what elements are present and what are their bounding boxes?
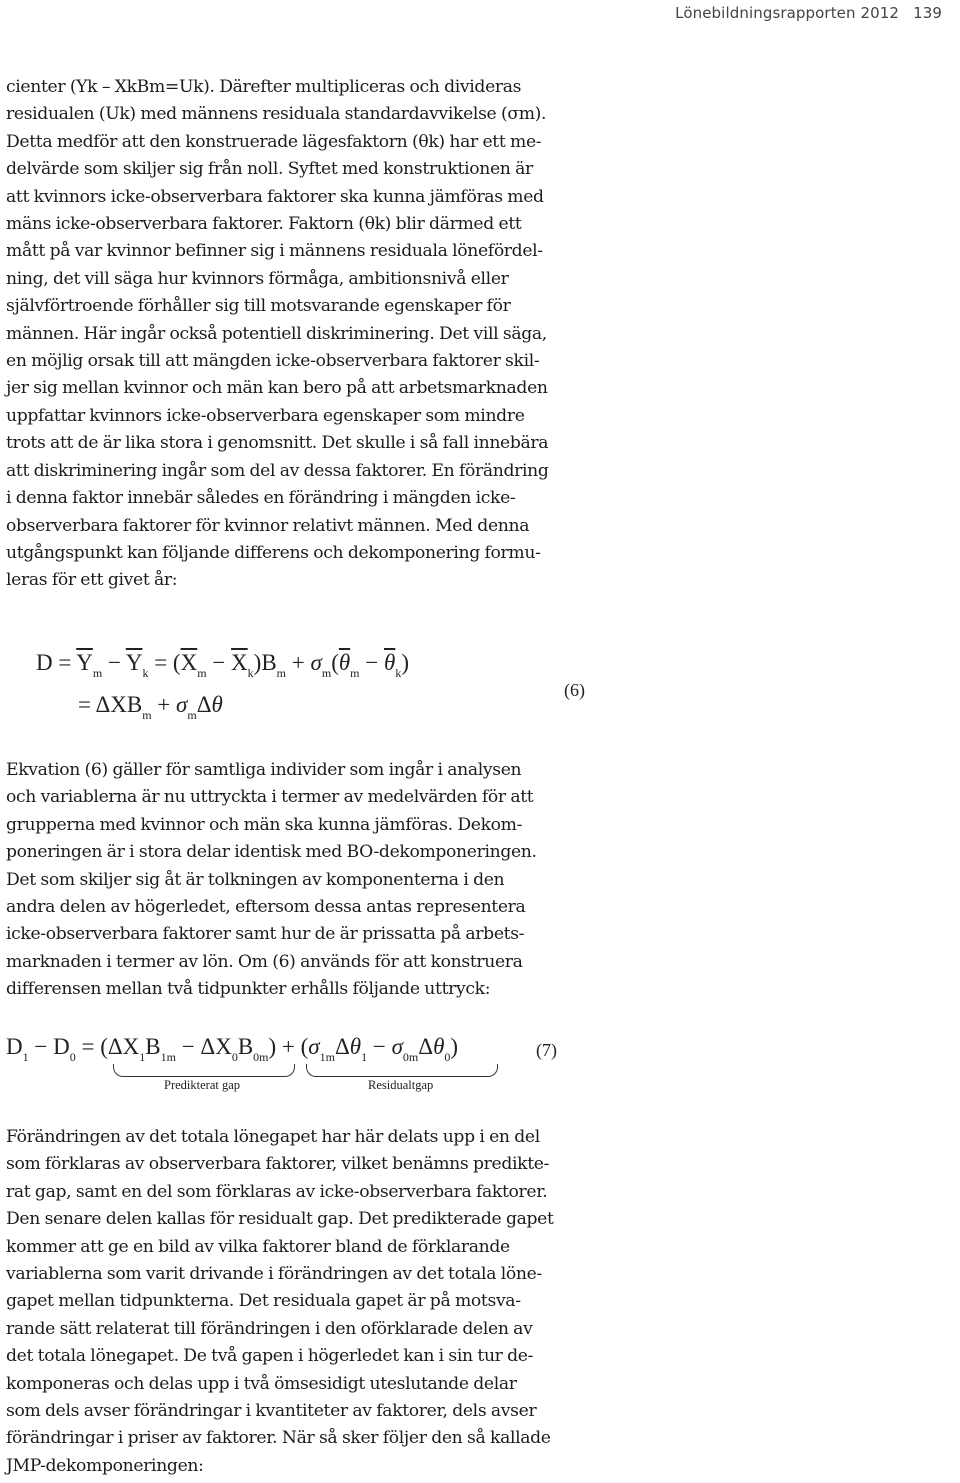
text-line: Förändringen av det totala lönegapet har här delats upp i en del (6, 1127, 540, 1147)
equation-6-line-2: = $\Delta XB_m + \sigma_m\Delta\theta$ (78, 692, 223, 722)
text-line: självförtroende förhåller sig till motsvarande egenskaper för (6, 296, 511, 317)
text-line: utgångspunkt kan följande differens och dekomponering formu- (6, 542, 541, 563)
predicted-gap-brace (113, 1064, 295, 1077)
text-line: trots att de är lika stora i genomsnitt. Det skulle i så fall innebära (6, 433, 549, 454)
text-line: rat gap, samt en del som förklaras av icke-observerbara faktorer. (6, 1181, 548, 1202)
text-line: icke-observerbara faktorer samt hur de är prissatta på arbets- (6, 924, 525, 945)
text-line: kommer att ge en bild av vilka faktorer bland de förklarande (6, 1236, 510, 1257)
text-line: som dels avser förändringar i kvantiteter av faktorer, dels avser (6, 1401, 537, 1422)
text-line: andra delen av högerledet, eftersom dessa antas representera (6, 897, 526, 918)
text-line: gapet mellan tidpunkterna. Det residuala gapet är på motsva- (6, 1291, 521, 1312)
equation-7 (6, 1030, 566, 1096)
running-title: Lönebildningsrapporten 2012 (675, 4, 900, 22)
text-line: i denna faktor innebär således en förändring i mängden icke- (6, 488, 516, 509)
text-line: komponeras och delas upp i två ömsesidigt uteslutande delar (6, 1373, 517, 1394)
text-line: ning, det vill säga hur kvinnors förmåga, ambitionsnivå eller (6, 268, 509, 289)
text-line: rande sätt relaterat till förändringen i den oförklarade delen av (6, 1318, 533, 1339)
text-line: som förklaras av observerbara faktorer, vilket benämns predikte- (6, 1154, 550, 1175)
text-line: residualen (Uk) med männens residuala standardavvikelse (σm). (6, 104, 547, 125)
text-line: jer sig mellan kvinnor och män kan bero på att arbetsmarknaden (6, 378, 548, 399)
residual-gap-label: Residualtgap (368, 1078, 434, 1092)
text-line: grupperna med kvinnor och män ska kunna jämföras. Dekom- (6, 814, 523, 835)
page-number: 139 (913, 4, 942, 22)
text-line: cienter (Yk – XkBm=Uk). Därefter multipliceras och divideras (6, 77, 522, 97)
paragraph-1 (6, 74, 562, 595)
text-line: att kvinnors icke-observerbara faktorer ska kunna jämföras med (6, 186, 544, 207)
text-line: att diskriminering ingår som del av dessa faktorer. En förändring (6, 460, 549, 481)
equation-7-number: (7) (536, 1040, 557, 1060)
paragraph-3 (6, 1124, 562, 1480)
text-line: Detta medför att den konstruerade lägesfaktorn (θk) har ett me- (6, 131, 542, 152)
paragraph-2 (6, 757, 562, 1004)
text-line: mäns icke-observerbara faktorer. Faktorn (θk) blir därmed ett (6, 214, 522, 235)
equation-6-line-1: $D = \overline{Y}_m - \overline{Y}_k = (\overline{X}_m - \overline{X}_k)B_m + \sigma_m(\overline{\theta}_m - \overline{\theta}_k)$ (36, 650, 409, 680)
text-line: leras för ett givet år: (6, 570, 178, 591)
text-line: delvärde som skiljer sig från noll. Syftet med konstruktionen är (6, 159, 533, 180)
text-line: förändringar i priser av faktorer. När så sker följer den så kallade (6, 1428, 551, 1449)
text-line: observerbara faktorer för kvinnor relativt männen. Med denna (6, 515, 530, 536)
text-line: männen. Här ingår också potentiell diskriminering. Det vill säga, (6, 323, 547, 344)
text-line: poneringen är i stora delar identisk med BO-dekomponeringen. (6, 842, 537, 863)
text-line: en möjlig orsak till att mängden icke-observerbara faktorer skil- (6, 351, 540, 372)
text-line: Ekvation (6) gäller för samtliga individer som ingår i analysen (6, 760, 522, 780)
text-line: Det som skiljer sig åt är tolkningen av komponenterna i den (6, 869, 505, 890)
running-header (675, 4, 942, 22)
text-line: differensen mellan två tidpunkter erhålls följande uttryck: (6, 979, 491, 1000)
text-line: och variablerna är nu uttryckta i termer av medelvärden för att (6, 787, 534, 808)
residual-gap-brace (306, 1064, 498, 1077)
text-line: marknaden i termer av lön. Om (6) används för att konstruera (6, 951, 523, 972)
text-line: variablerna som varit drivande i förändringen av det totala löne- (6, 1264, 542, 1285)
text-line: JMP-dekomponeringen: (6, 1455, 204, 1476)
equation-7-line-1: $D_1 - D_0 = (\Delta X_1B_{1m} - \Delta X_0B_{0m}) + (\sigma_{1m}\Delta\theta_1 - \sigma_{0m}\Delta\theta_0)$ (6, 1034, 459, 1064)
predicted-gap-label: Predikterat gap (164, 1078, 241, 1092)
text-line: uppfattar kvinnors icke-observerbara egenskaper som mindre (6, 405, 525, 426)
equation-6-number: (6) (564, 680, 585, 700)
text-line: det totala lönegapet. De två gapen i högerledet kan i sin tur de- (6, 1346, 534, 1367)
text-line: mått på var kvinnor befinner sig i männens residuala lönefördel- (6, 241, 543, 262)
equation-6 (36, 650, 585, 730)
text-line: Den senare delen kallas för residualt gap. Det predikterade gapet (6, 1209, 554, 1230)
